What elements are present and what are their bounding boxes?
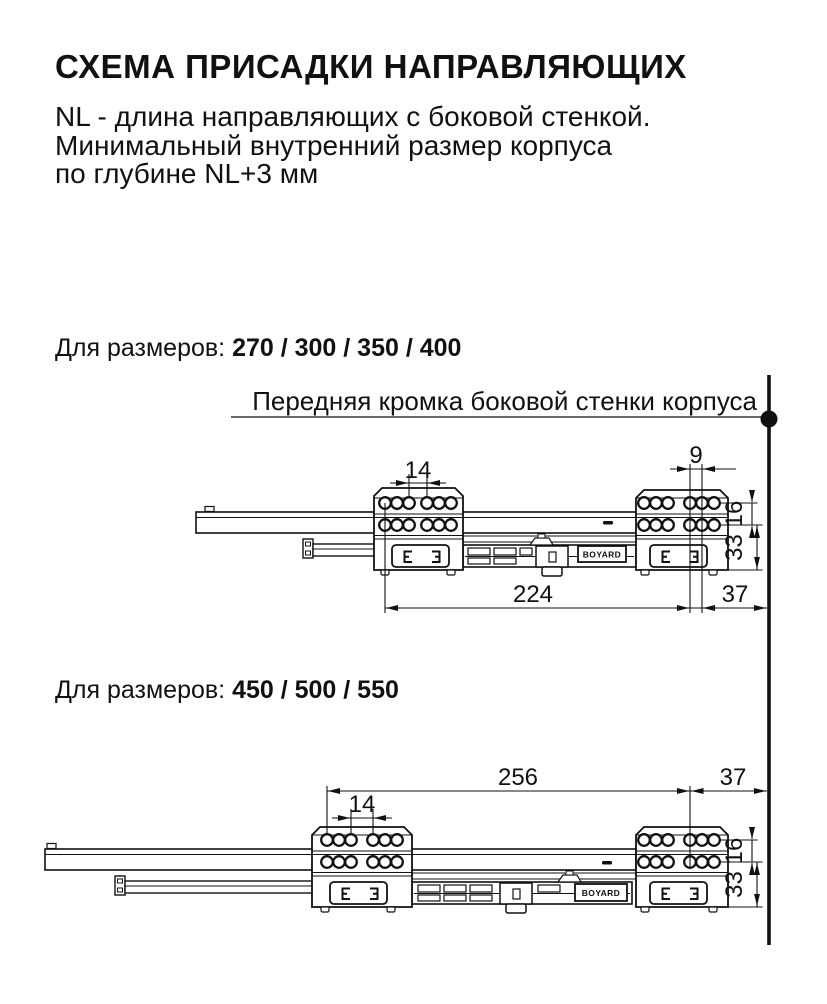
block-foot (709, 570, 717, 575)
inner-rail (125, 881, 313, 893)
description-line-3: по глубине NL+3 мм (55, 158, 319, 189)
edge-reference-dot (761, 411, 778, 428)
release-lever (530, 538, 553, 545)
rail-end-hook (205, 507, 214, 512)
section1-sizes: 270 / 300 / 350 / 400 (232, 334, 462, 362)
dim-hole-pitch: 14 (404, 457, 432, 484)
block-foot (447, 570, 455, 575)
block-foot (641, 907, 649, 912)
release-lever (558, 875, 581, 882)
latch-body (500, 883, 532, 904)
front-edge-label: Передняя кромка боковой стенки корпуса (252, 386, 757, 416)
dim-length: 256 (497, 764, 539, 791)
dim-row-spacing: 16 (721, 500, 748, 528)
dim-setback: 37 (719, 764, 747, 791)
dim-length: 224 (512, 581, 554, 608)
page-title: СХЕМА ПРИСАДКИ НАПРАВЛЯЮЩИХ (55, 48, 687, 85)
dim-bottom-offset: 33 (721, 534, 748, 561)
slide-diagram-large-sizes (45, 764, 767, 913)
rail-mark (603, 521, 613, 525)
latch-tab (542, 567, 562, 576)
mounting-block-left (374, 488, 463, 575)
description-line-2: Минимальный внутренний размер корпуса (55, 129, 613, 161)
section1-prefix: Для размеров: (55, 334, 233, 362)
mounting-block-right (636, 490, 728, 575)
block-foot (641, 570, 649, 575)
block-foot (387, 907, 395, 912)
section2-prefix: Для размеров: (55, 676, 233, 704)
mounting-block-right (636, 827, 728, 912)
dim-row-spacing: 16 (721, 837, 748, 865)
slide-diagram-small-sizes (196, 442, 767, 613)
dim-hole-offset: 9 (689, 442, 703, 469)
dim-setback: 37 (721, 581, 749, 608)
latch-tab (506, 904, 526, 913)
latch-body (536, 546, 568, 567)
brand-logo-text: BOYARD (582, 549, 622, 560)
description-line-1: NL - длина направляющих с боковой стенкой. (55, 101, 651, 132)
dim-hole-pitch: 14 (348, 791, 376, 818)
block-foot (321, 907, 329, 912)
mounting-block-left (312, 827, 412, 912)
brand-logo-text: BOYARD (581, 888, 621, 898)
rail-end-hook (47, 844, 56, 849)
block-foot (709, 907, 717, 912)
section2-sizes: 450 / 500 / 550 (232, 676, 399, 704)
dim-bottom-offset: 33 (721, 871, 748, 898)
inner-rail (313, 544, 375, 556)
rail-mark (602, 861, 612, 865)
